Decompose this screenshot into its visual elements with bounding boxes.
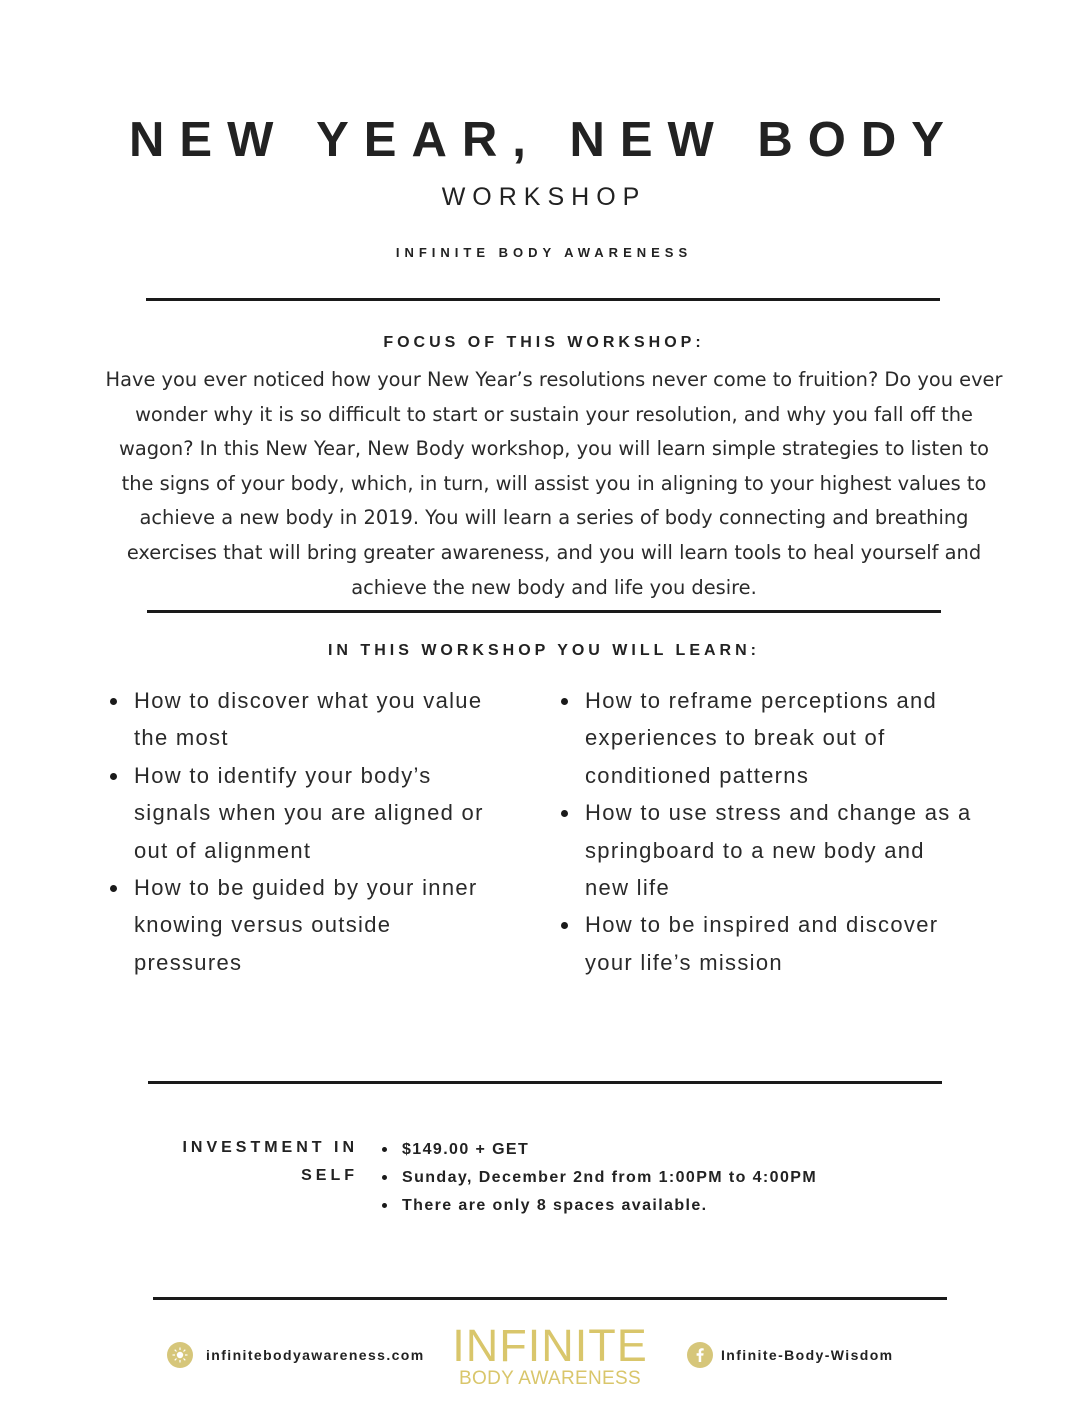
- organization-name: INFINITE BODY AWARENESS: [395, 245, 693, 260]
- list-item: How to be inspired and discover your life’s mission: [559, 906, 1019, 981]
- learn-list-right: [559, 682, 1019, 981]
- investment-details: [380, 1136, 817, 1220]
- logo-main-text: INFINITE: [452, 1320, 648, 1371]
- focus-paragraph: [84, 363, 1024, 605]
- divider: [148, 1081, 942, 1084]
- focus-line: achieve the new body and life you desire.: [351, 575, 757, 599]
- investment-date: Sunday, December 2nd from 1:00PM to 4:00PM: [380, 1164, 817, 1192]
- focus-line: wagon? In this New Year, New Body workshop, you will learn simple strategies to listen to: [119, 437, 989, 461]
- focus-line: achieve a new body in 2019. You will learn a series of body connecting and breathing: [139, 506, 969, 530]
- learn-heading: IN THIS WORKSHOP YOU WILL LEARN:: [327, 642, 760, 659]
- divider: [146, 298, 940, 301]
- facebook-link[interactable]: [687, 1342, 894, 1368]
- investment-label: INVESTMENT IN SELF: [182, 1139, 358, 1184]
- page-title: NEW YEAR, NEW BODY: [129, 113, 959, 167]
- focus-heading: FOCUS OF THIS WORKSHOP:: [383, 334, 705, 351]
- investment-price: $149.00 + GET: [380, 1136, 817, 1164]
- list-item: How to identify your body’s signals when you are aligned or out of alignment: [108, 757, 528, 869]
- list-item: How to be guided by your inner knowing versus outside pressures: [108, 869, 528, 981]
- divider: [147, 610, 941, 613]
- focus-line: the signs of your body, which, in turn, will assist you in aligning to your highest values to: [121, 471, 987, 495]
- website-link[interactable]: [167, 1342, 425, 1368]
- list-item: How to discover what you value the most: [108, 682, 528, 757]
- list-item: How to use stress and change as a springboard to a new body and new life: [559, 794, 1019, 906]
- focus-line: exercises that will bring greater awareness, and you will learn tools to heal yourself and: [126, 540, 982, 564]
- facebook-icon: [687, 1342, 713, 1368]
- list-item: How to reframe perceptions and experiences to break out of conditioned patterns: [559, 682, 1019, 794]
- focus-line: wonder why it is so difficult to start or sustain your resolution, and why you fall off the: [135, 402, 973, 426]
- page-subtitle: WORKSHOP: [441, 183, 647, 211]
- logo-sub-text: BODY AWARENESS: [459, 1368, 641, 1389]
- focus-line: Have you ever noticed how your New Year’s resolutions never come to fruition? Do you ever: [105, 368, 1003, 391]
- facebook-text: Infinite-Body-Wisdom: [721, 1347, 894, 1363]
- divider: [153, 1297, 947, 1300]
- website-text: infinitebodyawareness.com: [206, 1347, 425, 1363]
- learn-list-left: [108, 682, 528, 981]
- sun-icon: [167, 1342, 193, 1368]
- investment-spaces: There are only 8 spaces available.: [380, 1192, 817, 1220]
